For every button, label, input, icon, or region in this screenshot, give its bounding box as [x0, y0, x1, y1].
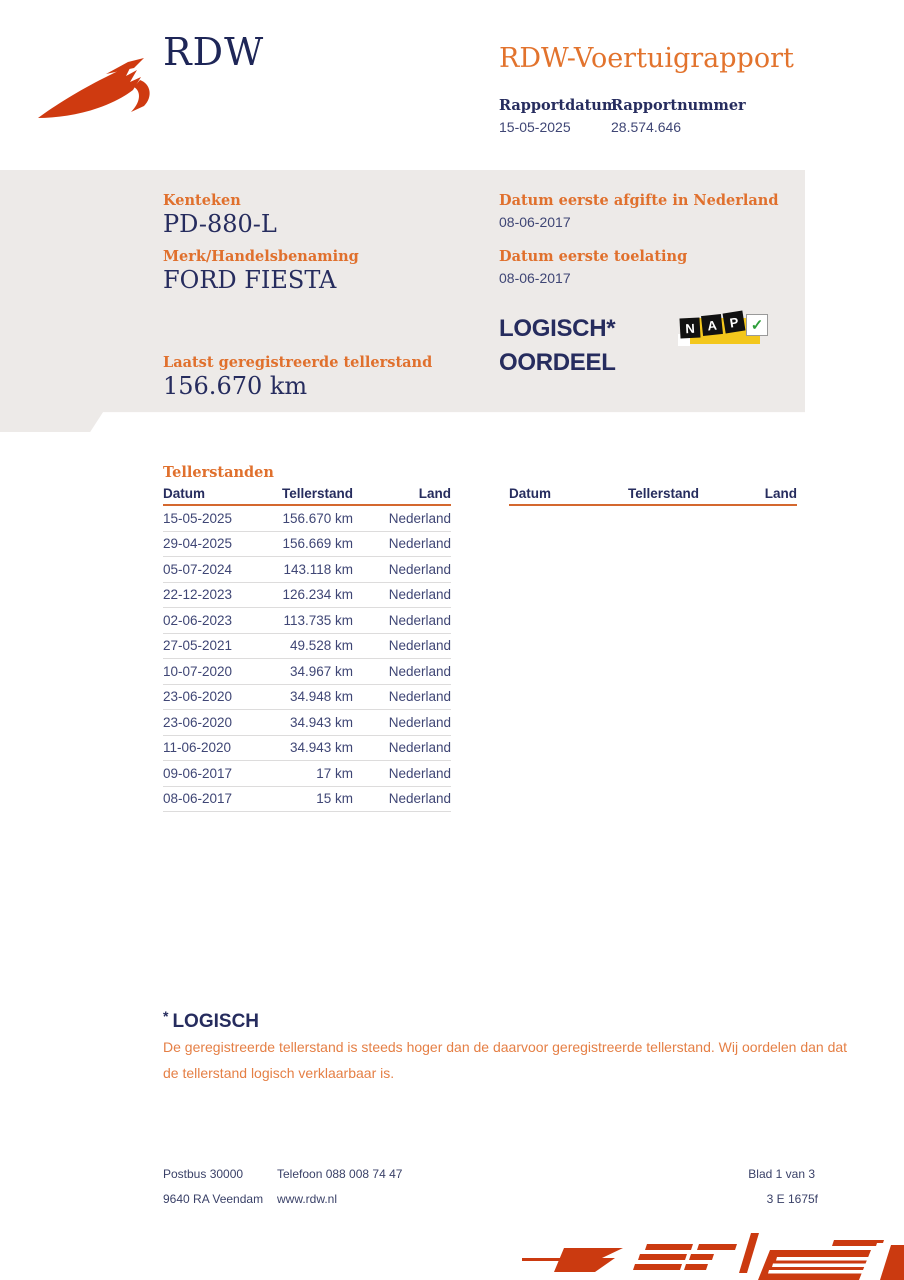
row-country: Nederland	[388, 510, 451, 526]
tellerstanden-table-header	[163, 486, 451, 506]
row-date: 11-06-2020	[163, 740, 232, 756]
row-country: Nederland	[388, 689, 451, 705]
row-country: Nederland	[388, 740, 451, 756]
row-date: 23-06-2020	[163, 714, 233, 730]
afgifte-label: Datum eerste afgifte in Nederland	[499, 192, 779, 209]
merk-label: Merk/Handelsbenaming	[163, 248, 359, 265]
footer-website: www.rdw.nl	[277, 1192, 338, 1206]
row-date: 22-12-2023	[163, 587, 233, 603]
tellerstanden-section-title: Tellerstanden	[163, 464, 274, 481]
summary-panel	[0, 170, 805, 432]
footer-address-line2: 9640 RA Veendam	[163, 1192, 264, 1206]
oordeel-line1: LOGISCH*	[499, 315, 616, 342]
nap-logo	[678, 310, 762, 348]
table-row	[163, 532, 451, 558]
row-odometer: 34.948 km	[289, 689, 353, 705]
oordeel-line2: OORDEEL	[499, 349, 616, 376]
row-date: 10-07-2020	[163, 663, 233, 679]
row-odometer: 49.528 km	[289, 638, 353, 654]
row-odometer: 17 km	[316, 765, 353, 781]
row-country: Nederland	[388, 714, 451, 730]
row-country: Nederland	[388, 536, 451, 552]
row-country: Nederland	[388, 612, 451, 628]
col2-header-land: Land	[764, 486, 797, 501]
col-header-tellerstand: Tellerstand	[281, 486, 353, 501]
rdw-feather-logo	[36, 50, 156, 120]
afgifte-value: 08-06-2017	[499, 214, 571, 230]
bottom-stripes-decoration	[500, 1225, 904, 1280]
table-row	[163, 685, 451, 711]
table-row	[163, 787, 451, 813]
footer-phone: Telefoon 088 008 74 47	[277, 1167, 403, 1181]
table-row	[163, 506, 451, 532]
row-country: Nederland	[388, 663, 451, 679]
oordeel-verdict	[499, 312, 616, 380]
logisch-note-heading	[163, 1008, 259, 1033]
tellerstanden-table-2-header	[509, 486, 797, 506]
footer-page-indicator: Blad 1 van 3	[748, 1167, 815, 1181]
logisch-heading-text: LOGISCH	[172, 1011, 260, 1032]
row-date: 29-04-2025	[163, 536, 233, 552]
row-date: 05-07-2024	[163, 561, 233, 577]
table-row	[163, 710, 451, 736]
feather-icon	[36, 50, 156, 120]
asterisk-mark: *	[163, 1008, 169, 1024]
row-date: 02-06-2023	[163, 612, 233, 628]
table-row	[163, 659, 451, 685]
table-row	[163, 634, 451, 660]
logisch-note-text: De geregistreerde tellerstand is steeds hoger dan de daarvoor geregistreerde tellerstand. Wij oordelen dan dat de tellerstand logisch verklaarbaar is.	[163, 1039, 848, 1081]
row-country: Nederland	[388, 587, 451, 603]
table-row	[163, 608, 451, 634]
row-odometer: 143.118 km	[283, 561, 353, 577]
col2-header-tellerstand: Tellerstand	[627, 486, 699, 501]
nap-check-icon: ✓	[746, 314, 768, 336]
page-title: RDW-Voertuigrapport	[499, 43, 794, 74]
report-date-value: 15-05-2025	[499, 119, 571, 135]
laatste-tellerstand-label: Laatst geregistreerde tellerstand	[163, 354, 433, 371]
kenteken-label: Kenteken	[163, 192, 241, 209]
row-country: Nederland	[388, 765, 451, 781]
merk-value: FORD FIESTA	[163, 266, 337, 294]
row-odometer: 34.943 km	[289, 714, 353, 730]
row-country: Nederland	[388, 561, 451, 577]
row-date: 27-05-2021	[163, 638, 233, 654]
table-row	[163, 761, 451, 787]
tellerstanden-table	[163, 486, 451, 812]
row-odometer: 126.234 km	[282, 587, 353, 603]
toelating-label: Datum eerste toelating	[499, 248, 688, 265]
row-odometer: 34.967 km	[289, 663, 353, 679]
footer-address-line1: Postbus 30000	[163, 1167, 244, 1181]
row-country: Nederland	[388, 791, 451, 807]
toelating-value: 08-06-2017	[499, 270, 571, 286]
table-row	[163, 557, 451, 583]
row-odometer: 113.735 km	[283, 612, 353, 628]
kenteken-value: PD-880-L	[163, 210, 277, 238]
nap-letter-n: N	[679, 317, 700, 338]
row-odometer: 156.669 km	[282, 536, 353, 552]
laatste-tellerstand-value: 156.670 km	[163, 372, 308, 400]
row-odometer: 15 km	[316, 791, 353, 807]
table-row	[163, 583, 451, 609]
footer-form-code: 3 E 1675f	[766, 1192, 818, 1206]
row-date: 09-06-2017	[163, 765, 233, 781]
col-header-land: Land	[418, 486, 451, 501]
nap-letter-p: P	[723, 311, 746, 334]
row-date: 23-06-2020	[163, 689, 233, 705]
row-country: Nederland	[388, 638, 451, 654]
report-number-label: Rapportnummer	[611, 97, 746, 114]
nap-letter-a: A	[701, 314, 723, 336]
row-odometer: 34.943 km	[289, 740, 353, 756]
row-date: 15-05-2025	[163, 510, 233, 526]
col2-header-datum: Datum	[509, 486, 552, 501]
row-odometer: 156.670 km	[282, 510, 353, 526]
tellerstanden-table-body	[163, 506, 451, 812]
report-date-label: Rapportdatum	[499, 97, 618, 114]
row-date: 08-06-2017	[163, 791, 233, 807]
tellerstanden-table-2	[509, 486, 797, 506]
col-header-datum: Datum	[163, 486, 206, 501]
report-number-value: 28.574.646	[611, 119, 682, 135]
table-row	[163, 736, 451, 762]
rdw-wordmark: RDW	[163, 30, 265, 74]
speed-stripes-icon	[500, 1225, 904, 1280]
